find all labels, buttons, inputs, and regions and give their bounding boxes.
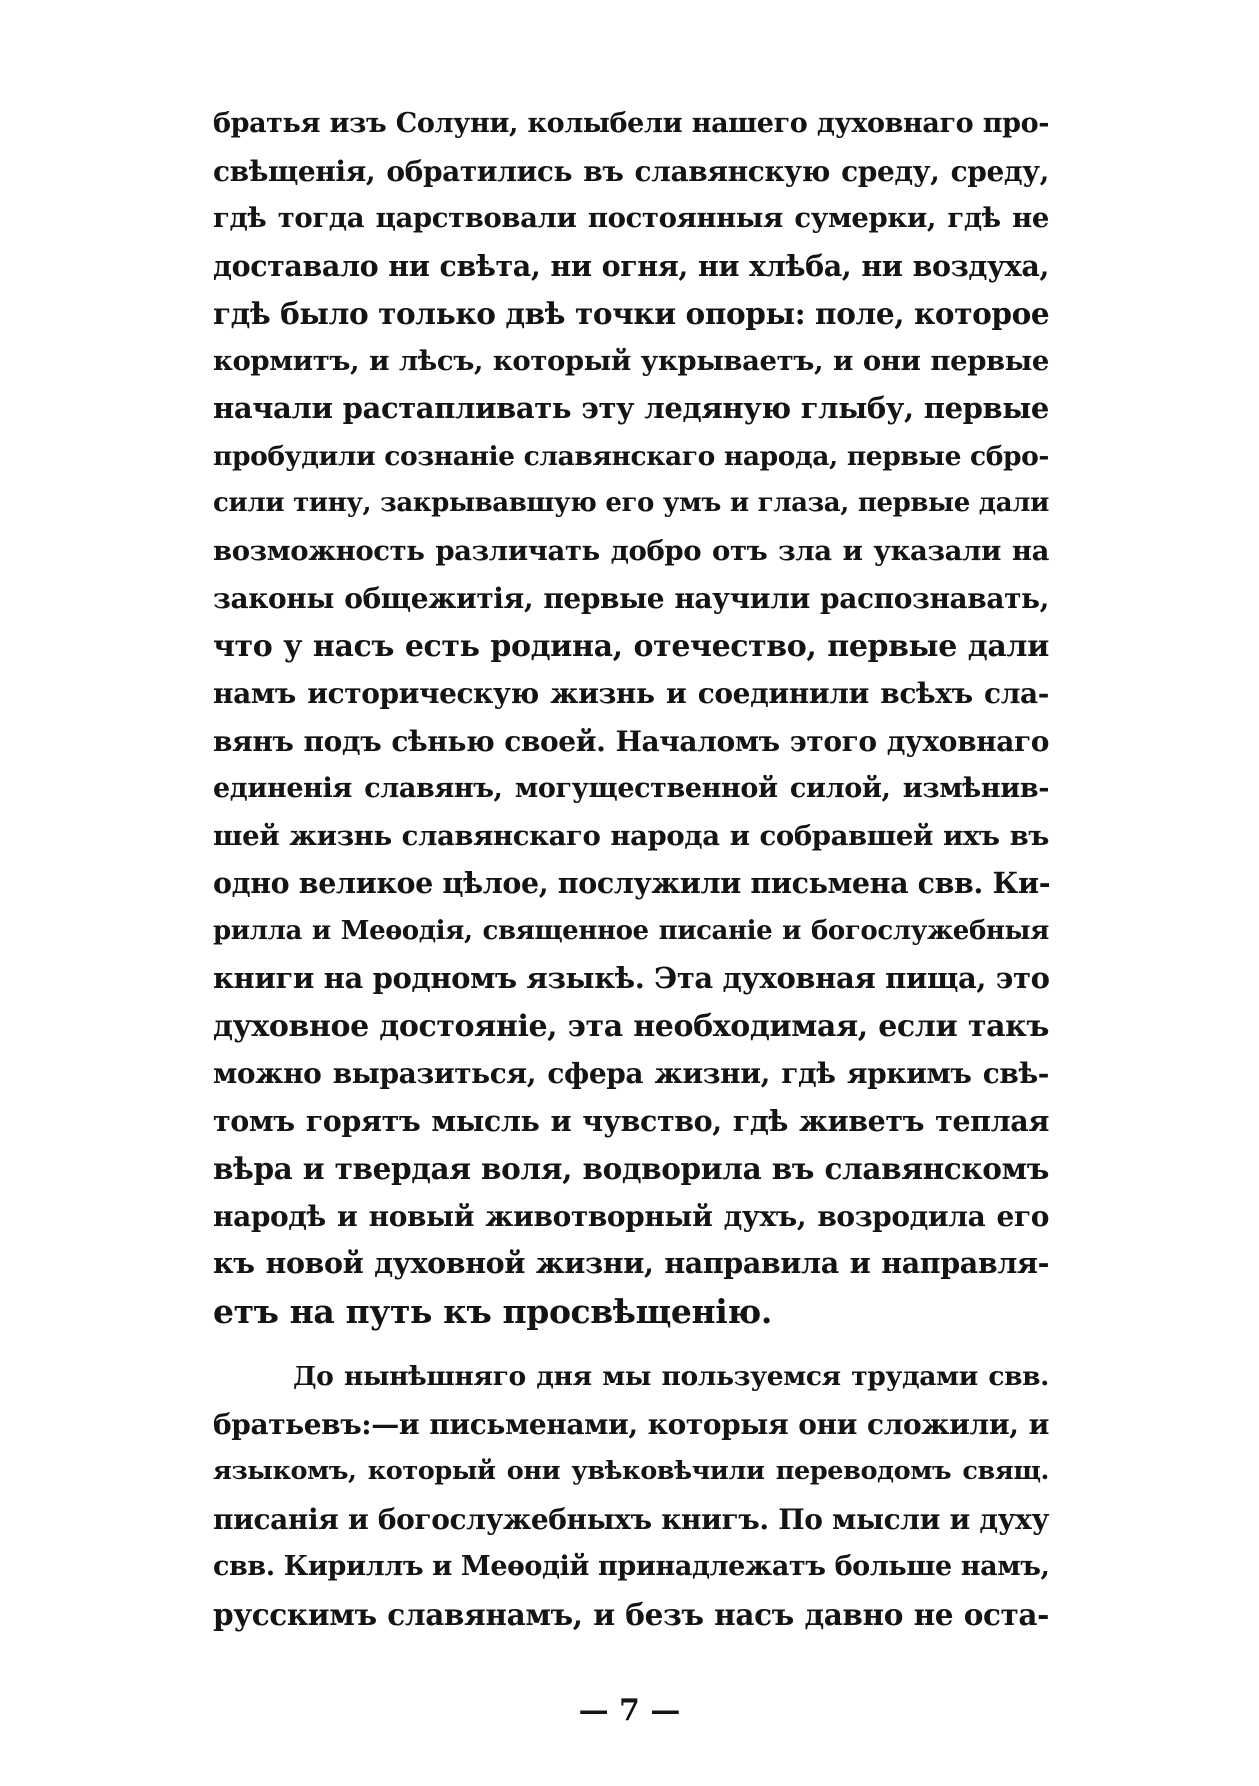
text-line: вянъ подъ сѣнью своей. Началомъ этого духовнаго — [213, 724, 1049, 758]
text-line: русскимъ славянамъ, и безъ насъ давно не оста- — [213, 1596, 1049, 1632]
text-line: етъ на путь къ просвѣщенію. — [213, 1291, 772, 1331]
text-line: шей жизнь славянскаго народа и собравшей ихъ въ — [213, 819, 1049, 852]
text-line: томъ горятъ мысль и чувство, гдѣ живетъ теплая — [213, 1103, 1049, 1138]
text-line: свв. Кириллъ и Меѳодій принадлежатъ больше намъ, — [213, 1551, 1050, 1582]
text-line: духовное достояніе, эта необходимая, если такъ — [213, 1008, 1049, 1044]
text-line: языкомъ, который они увѣковѣчили переводомъ свящ. — [213, 1456, 1049, 1486]
text-line: можно выразиться, сфера жизни, гдѣ яркимъ свѣ- — [213, 1057, 1049, 1090]
paragraph-2 — [213, 1353, 1049, 1638]
text-line: одно великое цѣлое, послужили письмена свв. Ки- — [213, 866, 1051, 900]
text-line: вѣра и твердая воля, водворила въ славянскомъ — [213, 1151, 1049, 1186]
text-line: единенія славянъ, могущественной силой, измѣнив- — [213, 773, 1049, 804]
text-line: намъ историческую жизнь и соединили всѣхъ сла- — [213, 677, 1049, 710]
text-line: гдѣ тогда царствовали постоянныя сумерки, гдѣ не — [213, 202, 1049, 234]
text-line: начали растапливать эту ледяную глыбу, первые — [213, 391, 1049, 425]
page-number: — 7 — — [578, 1693, 681, 1728]
text-line: народѣ и новый животворный духъ, возродила его — [213, 1199, 1049, 1233]
text-line: доставало ни свѣта, ни огня, ни хлѣба, ни воздуха, — [213, 248, 1049, 283]
text-line: До нынѣшняго дня мы пользуемся трудами свв. — [293, 1361, 1049, 1392]
text-line: братья изъ Солуни, колыбели нашего духовнаго про- — [213, 108, 1049, 139]
text-line: рилла и Меѳодія, священное писаніе и богослужебныя — [213, 915, 1049, 946]
text-line: книги на родномъ языкѣ. Эта духовная пища, это — [213, 961, 1050, 995]
text-line: возможность различать добро отъ зла и указали на — [213, 534, 1049, 567]
text-line: писанія и богослужебныхъ книгъ. По мысли и духу — [213, 1502, 1049, 1536]
text-line: что у насъ есть родина, отечество, первые дали — [213, 628, 1049, 664]
paragraph-1 — [213, 100, 1049, 1335]
text-line: свѣщенія, обратились въ славянскую среду, среду, — [213, 154, 1049, 188]
text-line: законы общежитія, первые научили распознавать, — [213, 582, 1049, 615]
text-line: гдѣ было только двѣ точки опоры: поле, которое — [213, 296, 1050, 331]
text-line: къ новой духовной жизни, направила и направля- — [213, 1246, 1049, 1280]
text-line: братьевъ:—и письменами, которыя они сложили, и — [213, 1407, 1049, 1441]
text-line: пробудили сознаніе славянскаго народа, первые сбро- — [213, 440, 1049, 472]
text-line: кормитъ, и лѣсъ, который укрываетъ, и они первые — [213, 344, 1049, 377]
text-line: сили тину, закрывавшую его умъ и глаза, первые дали — [213, 488, 1049, 518]
